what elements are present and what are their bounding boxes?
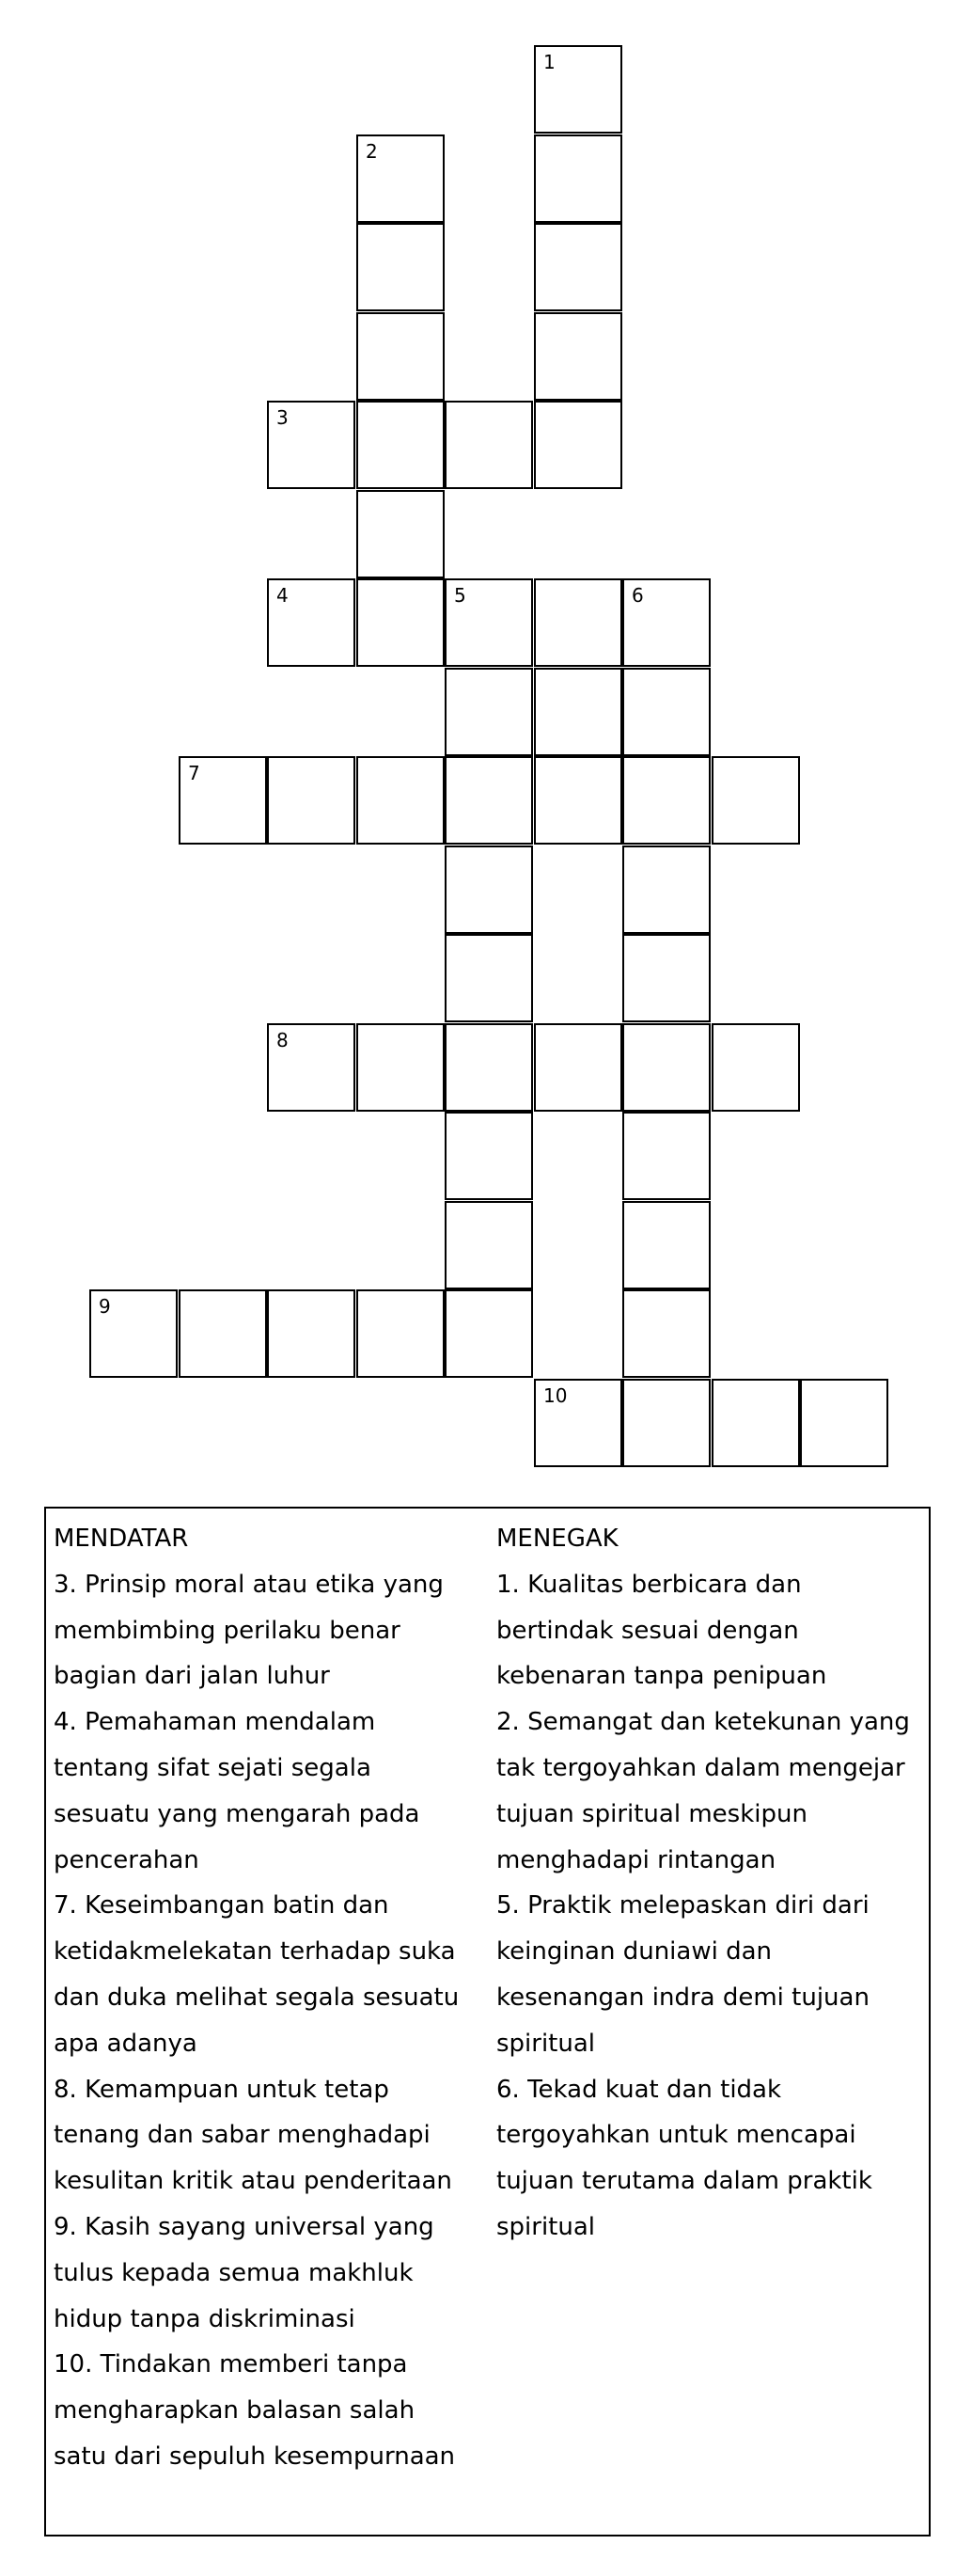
grid-cell[interactable] (534, 756, 622, 845)
down-clue-lines (496, 1562, 929, 2251)
clue-line: tak tergoyahkan dalam mengejar (496, 1753, 905, 1782)
clue-line: hidup tanpa diskriminasi (54, 2304, 355, 2333)
grid-cell[interactable] (89, 1289, 178, 1378)
grid-cell[interactable] (179, 756, 267, 845)
grid-cell[interactable] (622, 1023, 711, 1112)
clue-line: tulus kepada semua makhluk (54, 2258, 414, 2287)
clue-line: pencerahan (54, 1845, 199, 1874)
grid-cell[interactable] (622, 1201, 711, 1289)
grid-cell[interactable] (622, 668, 711, 756)
grid-cell[interactable] (712, 756, 800, 845)
clue-line: tentang sifat sejati segala (54, 1753, 371, 1782)
clue-line: tergoyahkan untuk mencapai (496, 2121, 856, 2150)
clue-number: 8 (276, 1029, 289, 1051)
grid-cell[interactable] (445, 1201, 533, 1289)
clue-number: 6 (632, 584, 644, 607)
clue-line: membimbing perilaku benar (54, 1616, 400, 1645)
grid-cell[interactable] (445, 668, 533, 756)
grid-cell[interactable] (179, 1289, 267, 1378)
clue-line: dan duka melihat segala sesuatu (54, 1983, 460, 2012)
grid-cell[interactable] (622, 756, 711, 845)
clue-number: 7 (188, 762, 200, 784)
grid-cell[interactable] (712, 1379, 800, 1467)
clue-number: 1 (543, 51, 556, 73)
grid-cell[interactable] (445, 401, 533, 489)
clue-line: mengharapkan balasan salah (54, 2396, 415, 2426)
grid-cell[interactable] (445, 1112, 533, 1200)
grid-cell[interactable] (622, 1289, 711, 1378)
clue-line: menghadapi rintangan (496, 1845, 776, 1874)
clue-line: 1. Kualitas berbicara dan (496, 1570, 802, 1599)
grid-cell[interactable] (534, 578, 622, 667)
grid-cell[interactable] (534, 45, 622, 134)
clue-number: 9 (99, 1295, 111, 1318)
grid-cell[interactable] (356, 134, 445, 223)
clue-line: 4. Pemahaman mendalam (54, 1708, 376, 1737)
down-heading: MENEGAK (496, 1525, 619, 1553)
clue-line: kesenangan indra demi tujuan (496, 1983, 870, 2012)
grid-cell[interactable] (267, 1289, 355, 1378)
clue-line: 9. Kasih sayang universal yang (54, 2212, 434, 2241)
grid-cell[interactable] (445, 934, 533, 1022)
clue-number: 3 (276, 406, 289, 429)
clue-line: 10. Tindakan memberi tanpa (54, 2350, 408, 2379)
clue-number: 4 (276, 584, 289, 607)
grid-cell[interactable] (622, 1112, 711, 1200)
clue-line: ketidakmelekatan terhadap suka (54, 1937, 456, 1967)
clue-line: kesulitan kritik atau penderitaan (54, 2167, 452, 2196)
clue-line: tujuan spiritual meskipun (496, 1799, 807, 1828)
grid-cell[interactable] (445, 578, 533, 667)
clue-line: spiritual (496, 2029, 596, 2058)
grid-cell[interactable] (445, 756, 533, 845)
clue-line: sesuatu yang mengarah pada (54, 1799, 420, 1828)
grid-cell[interactable] (356, 490, 445, 578)
grid-cell[interactable] (534, 1023, 622, 1112)
clue-line: kebenaran tanpa penipuan (496, 1662, 827, 1691)
down-clues (496, 1516, 929, 2251)
grid-cell[interactable] (622, 578, 711, 667)
grid-cell[interactable] (356, 223, 445, 311)
grid-cell[interactable] (267, 1023, 355, 1112)
clue-line: bertindak sesuai dengan (496, 1616, 799, 1645)
grid-cell[interactable] (712, 1023, 800, 1112)
across-heading: MENDATAR (54, 1525, 189, 1553)
clue-line: apa adanya (54, 2029, 197, 2058)
clue-number: 5 (454, 584, 466, 607)
grid-cell[interactable] (445, 1023, 533, 1112)
clue-line: 3. Prinsip moral atau etika yang (54, 1570, 444, 1599)
grid-cell[interactable] (356, 401, 445, 489)
clue-line: keinginan duniawi dan (496, 1937, 772, 1967)
clue-line: 2. Semangat dan ketekunan yang (496, 1708, 910, 1737)
grid-cell[interactable] (445, 845, 533, 934)
clue-line: 5. Praktik melepaskan diri dari (496, 1891, 870, 1920)
grid-cell[interactable] (267, 578, 355, 667)
clue-line: satu dari sepuluh kesempurnaan (54, 2442, 456, 2471)
grid-cell[interactable] (534, 401, 622, 489)
grid-cell[interactable] (445, 1289, 533, 1378)
clue-line: 8. Kemampuan untuk tetap (54, 2075, 389, 2104)
across-clues (54, 1516, 495, 2480)
clue-number: 10 (543, 1384, 568, 1407)
grid-cell[interactable] (622, 845, 711, 934)
clues-box (44, 1507, 931, 2536)
grid-cell[interactable] (534, 134, 622, 223)
grid-cell[interactable] (622, 934, 711, 1022)
grid-cell[interactable] (356, 1289, 445, 1378)
grid-cell[interactable] (534, 223, 622, 311)
grid-cell[interactable] (356, 578, 445, 667)
grid-cell[interactable] (534, 668, 622, 756)
grid-cell[interactable] (267, 756, 355, 845)
clue-line: bagian dari jalan luhur (54, 1662, 330, 1691)
grid-cell[interactable] (534, 1379, 622, 1467)
grid-cell[interactable] (356, 312, 445, 401)
clue-line: 7. Keseimbangan batin dan (54, 1891, 389, 1920)
clue-number: 2 (366, 140, 378, 163)
grid-cell[interactable] (356, 1023, 445, 1112)
clue-line: 6. Tekad kuat dan tidak (496, 2075, 782, 2104)
grid-cell[interactable] (356, 756, 445, 845)
clue-line: tenang dan sabar menghadapi (54, 2121, 431, 2150)
grid-cell[interactable] (534, 312, 622, 401)
grid-cell[interactable] (622, 1379, 711, 1467)
clue-line: tujuan terutama dalam praktik (496, 2167, 872, 2196)
grid-cell[interactable] (800, 1379, 888, 1467)
across-clue-lines (54, 1562, 495, 2480)
clue-line: spiritual (496, 2212, 596, 2241)
grid-cell[interactable] (267, 401, 355, 489)
